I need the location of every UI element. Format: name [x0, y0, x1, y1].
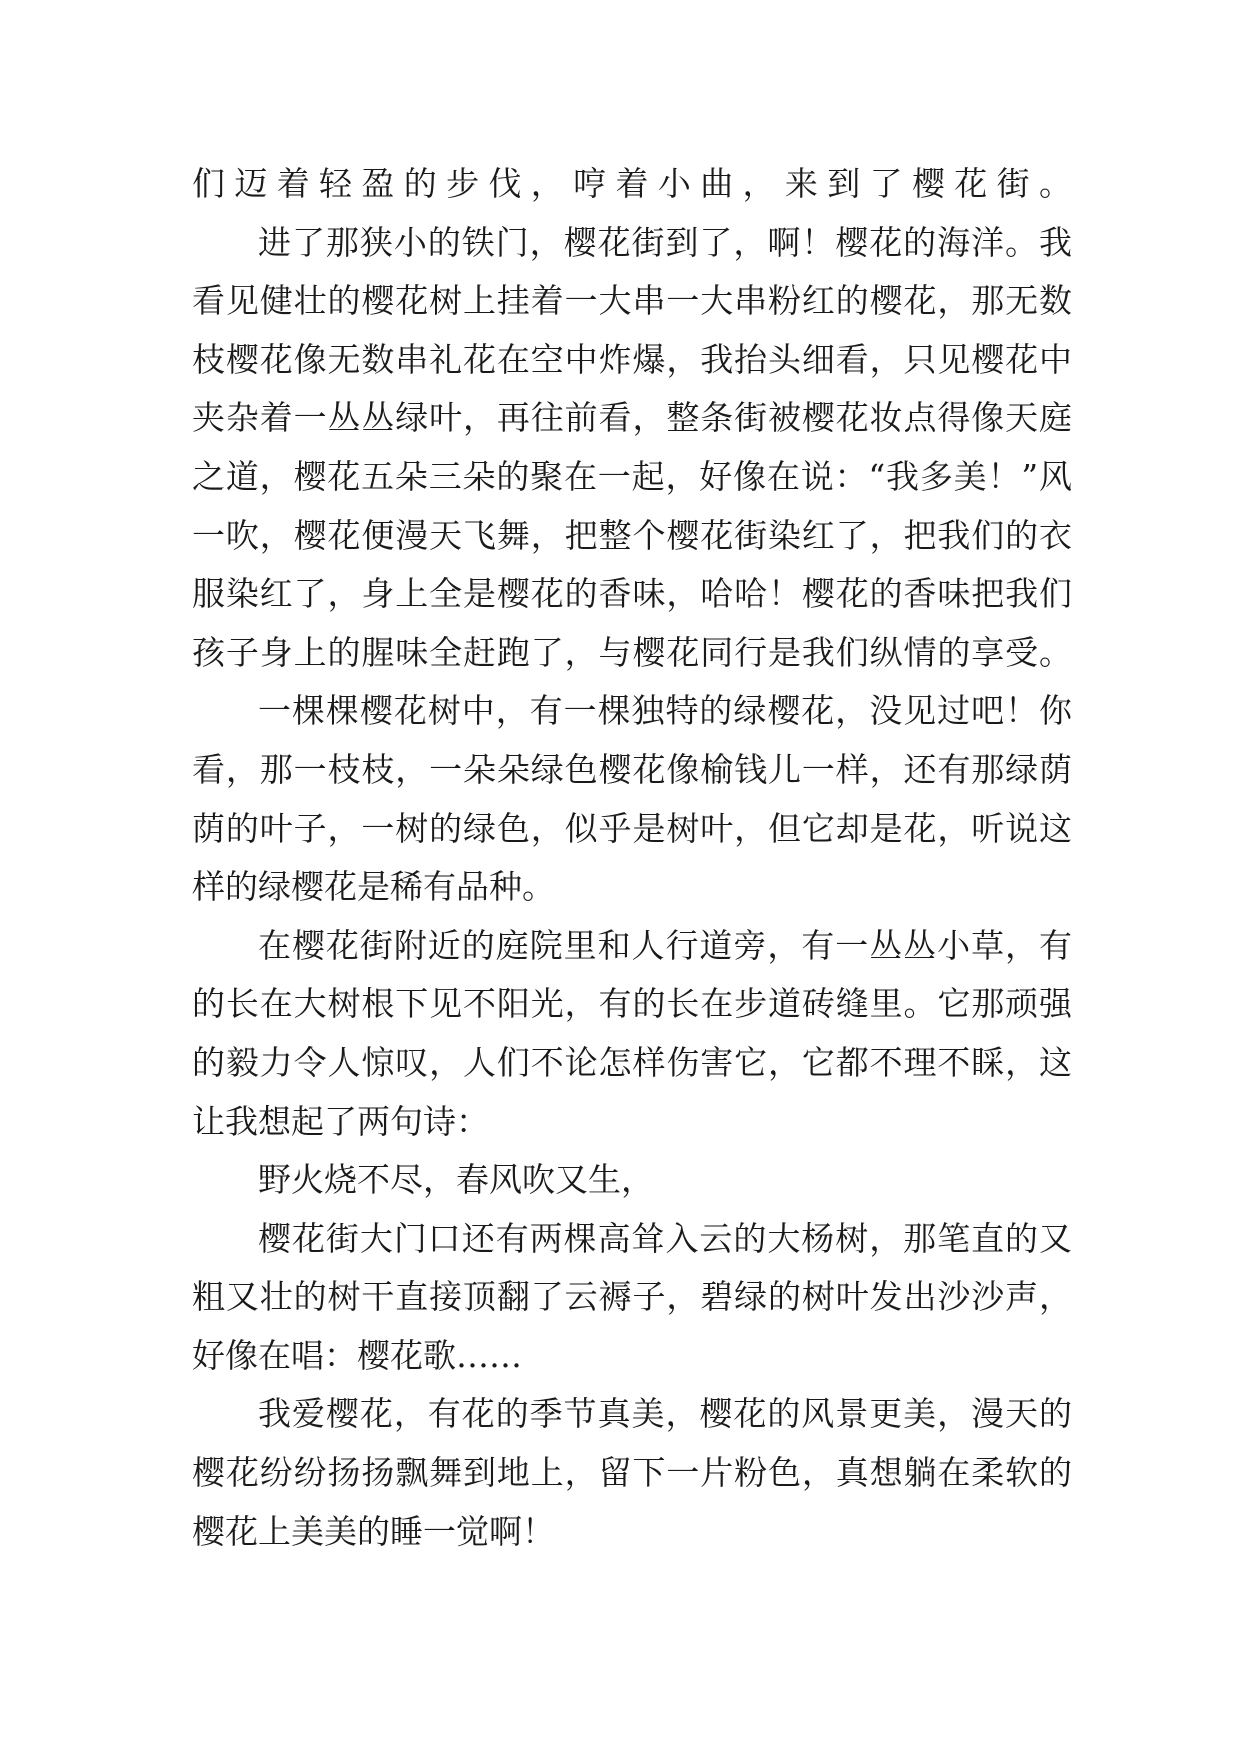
text-line: 樱花上美美的睡一觉啊！ — [192, 1511, 555, 1551]
text-line: 夹杂着一丛丛绿叶，再往前看，整条街被樱花妆点得像天庭 — [192, 398, 1072, 438]
text-line: 的毅力令人惊叹，人们不论怎样伤害它，它都不理不睬，这 — [192, 1042, 1072, 1082]
text-line: 的长在大树根下见不阳光，有的长在步道砖缝里。它那顽强 — [192, 984, 1072, 1024]
poem-line: 野火烧不尽，春风吹又生， — [258, 1160, 654, 1200]
text-line: 好像在唱：樱花歌…… — [192, 1335, 522, 1375]
text-line: 样的绿樱花是稀有品种。 — [192, 867, 555, 907]
paragraph-start-line: 一棵棵樱花树中，有一棵独特的绿樱花，没见过吧！你 — [258, 691, 1072, 731]
text-line: 粗又壮的树干直接顶翻了云褥子，碧绿的树叶发出沙沙声， — [192, 1277, 1072, 1317]
text-line: 服染红了，身上全是樱花的香味，哈哈！樱花的香味把我们 — [192, 574, 1072, 614]
paragraph-start-line: 樱花街大门口还有两棵高耸入云的大杨树，那笔直的又 — [258, 1218, 1072, 1258]
text-line: 孩子身上的腥味全赶跑了，与樱花同行是我们纵情的享受。 — [192, 632, 1072, 672]
paragraph-start-line: 在樱花街附近的庭院里和人行道旁，有一丛丛小草，有 — [258, 925, 1072, 965]
text-line: 看，那一枝枝，一朵朵绿色樱花像榆钱儿一样，还有那绿荫 — [192, 749, 1072, 789]
text-line: 一吹，樱花便漫天飞舞，把整个樱花街染红了，把我们的衣 — [192, 515, 1072, 555]
text-line: 们迈着轻盈的步伐，哼着小曲，来到了樱花街。 — [192, 164, 1072, 203]
text-line: 荫的叶子，一树的绿色，似乎是树叶，但它却是花，听说这 — [192, 808, 1072, 848]
text-line: 让我想起了两句诗： — [192, 1101, 489, 1141]
text-line: 枝樱花像无数串礼花在空中炸爆，我抬头细看，只见樱花中 — [192, 339, 1072, 379]
paragraph-start-line: 进了那狭小的铁门，樱花街到了，啊！樱花的海洋。我 — [258, 222, 1072, 262]
text-line: 看见健壮的樱花树上挂着一大串一大串粉红的樱花，那无数 — [192, 281, 1072, 321]
text-line: 樱花纷纷扬扬飘舞到地上，留下一片粉色，真想躺在柔软的 — [192, 1453, 1072, 1493]
paragraph-start-line: 我爱樱花，有花的季节真美，樱花的风景更美，漫天的 — [258, 1394, 1072, 1434]
text-line: 之道，樱花五朵三朵的聚在一起，好像在说：“我多美！”风 — [192, 456, 1072, 496]
essay-body — [192, 155, 1072, 1561]
